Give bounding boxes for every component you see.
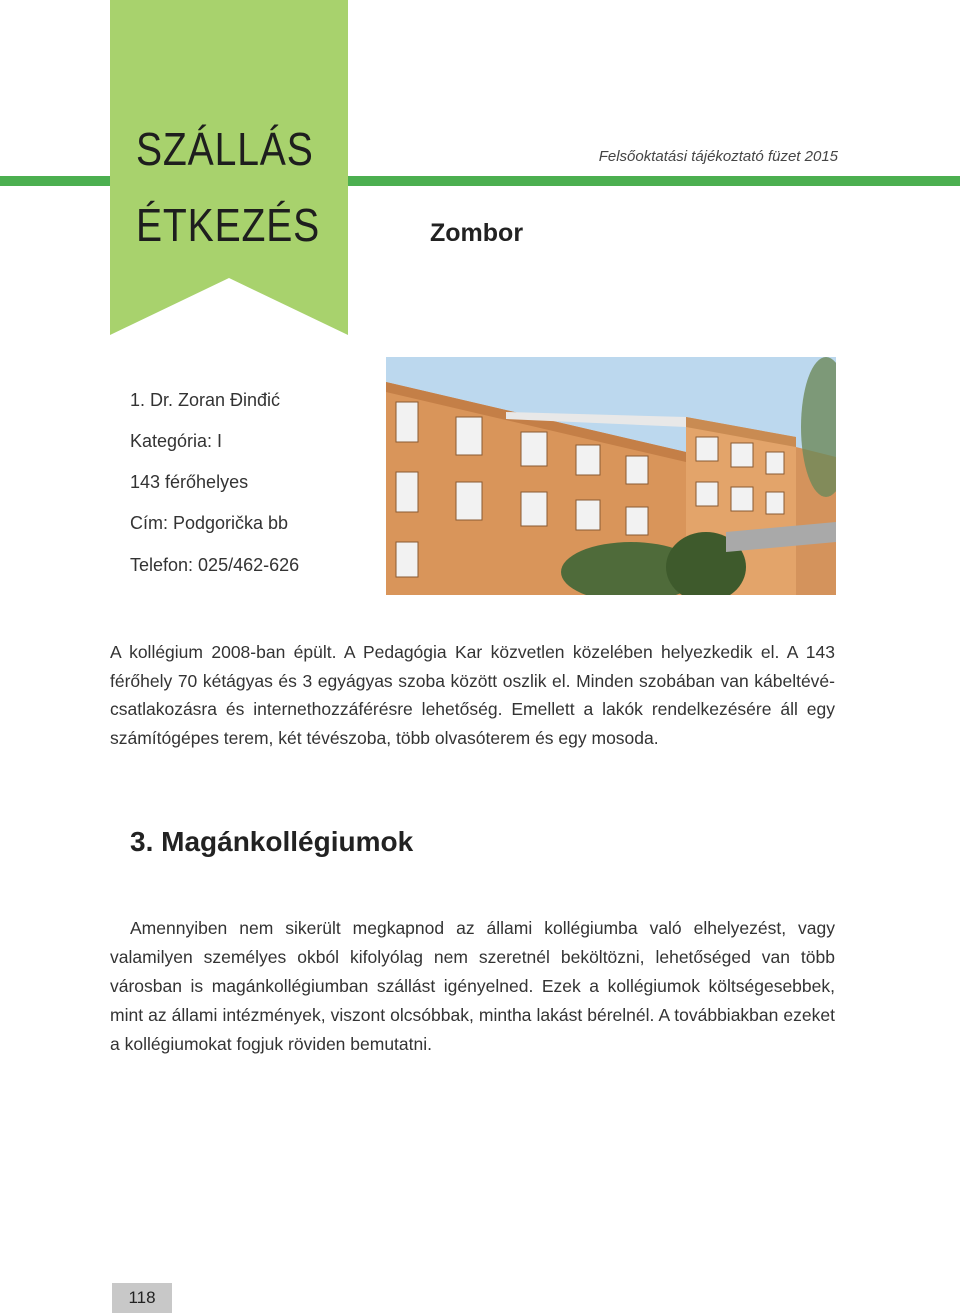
dorm-name: 1. Dr. Zoran Đinđić (130, 390, 281, 410)
chapter-title-line2: ÉTKEZÉS (136, 199, 321, 251)
chapter-title-line1: SZÁLLÁS (136, 123, 314, 175)
dorm-description: A kollégium 2008-ban épült. A Pedagógia Kar közvetlen közelében helyezkedik el. A 143 férőhely 70 kétágyas és 3 egyágyas szoba között oszlik el. Minden szobában van kábeltévé-csatlakozásra és internethozzáférésre lehetőség. Emellett a lakók rendelkezésére áll egy számítógépes terem, két tévészoba, több olvasóterem és egy mosoda. (110, 642, 835, 748)
section-body: Amennyiben nem sikerült megkapnod az állami kollégiumba való elhelyezést, vagy valamilyen személyes okból kifolyólag nem szeretnél beköltözni, lehetőséged van több városban is magánkollégiumban szállást igényelned. Ezek a kollégiumok költségesebbek, mint az állami intézmények, viszont olcsóbbak, mintha lakást bérelnél. A továbbiakban ezeket a kollégiumokat fogjuk röviden bemutatni. (110, 918, 835, 1054)
page-number: 118 (112, 1283, 172, 1313)
dorm-capacity: 143 férőhelyes (130, 472, 249, 492)
section-heading: 3. Magánkollégiumok (130, 826, 414, 857)
publication-title: Felsőoktatási tájékoztató füzet 2015 (598, 148, 838, 165)
dormitory-photo (386, 357, 836, 595)
dorm-phone: Telefon: 025/462-626 (130, 555, 300, 575)
city-heading: Zombor (430, 219, 524, 247)
dorm-address: Cím: Podgorička bb (130, 513, 289, 533)
dorm-category: Kategória: I (130, 431, 223, 451)
